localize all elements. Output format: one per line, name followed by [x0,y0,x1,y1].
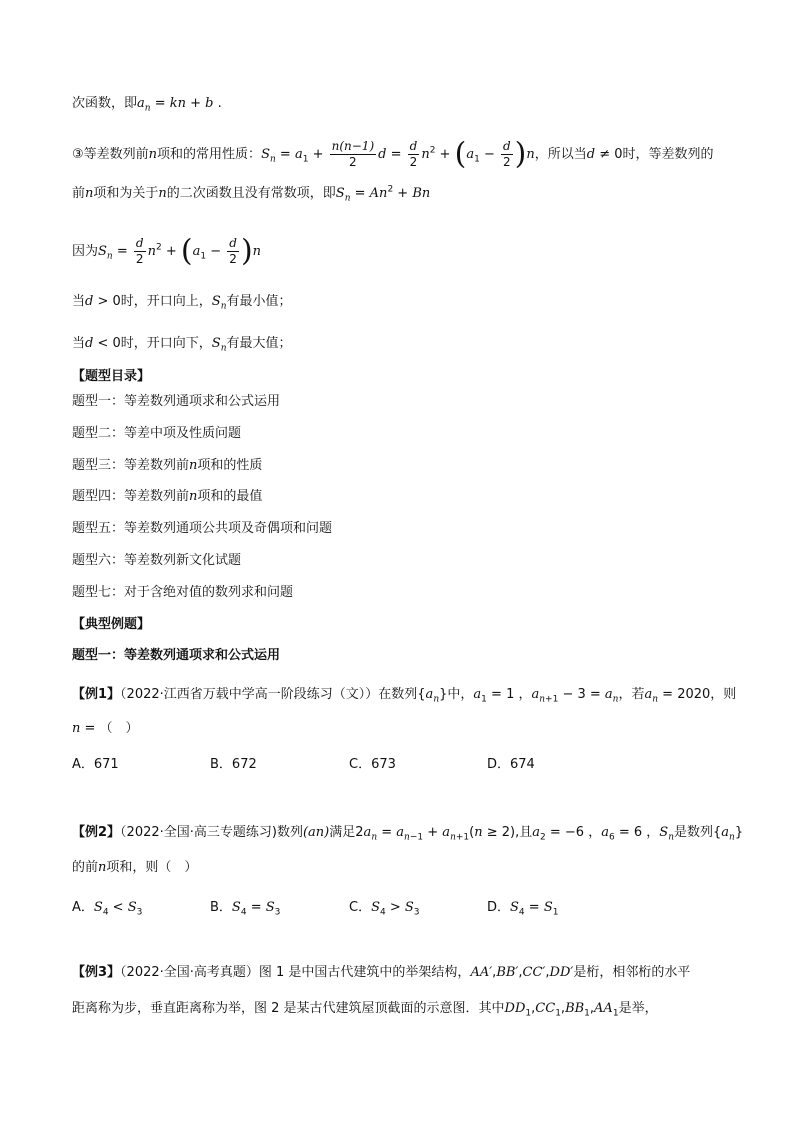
intro-line-5: 当d > 0时，开口向上，$S_n$有最小值； [72,294,292,312]
examples-subheading: 题型一：等差数列通项求和公式运用 [72,648,281,663]
example-1-line-2: n = （ ） [72,721,139,736]
examples-heading: 【典型例题】 [72,617,151,632]
option-b: B．672 [210,757,257,772]
catalog-item: 题型五：等差数列通项公共项及奇偶项和问题 [72,521,333,536]
intro-line-1: 次函数，即$a_n$ = kn + b . [72,96,222,114]
intro-line-3: 前n项和为关于n的二次函数且没有常数项，即$S_n = An^2 + Bn$ [72,184,431,204]
option-c: C．$S_4 > S_3$ [349,900,420,918]
catalog-item: 题型六：等差数列新文化试题 [72,553,242,568]
example-3-line-2: 距离称为步，垂直距离称为举，图 2 是某古代建筑屋顶截面的示意图．其中$DD_1,CC_1,BB_1,AA_1$是举， [72,1001,658,1019]
catalog-item: 题型二：等差中项及性质问题 [72,426,242,441]
option-c: C．673 [349,757,396,772]
intro-line-2: ③等差数列前n项和的常用性质：$S_n = a_1$ + $\frac{n(n-1)}{2}$ d = $\frac{d}{2}$ $n^2 + (a_1$ − $\frac{d}{2}$ )n，所以当d ≠ 0时，等差数列的 [72,136,714,172]
example-2-line-1: 【例2】（2022·全国·高三专题练习)数列(an)满足$2a_n = a_{n-1} + a_{n+1}(n \ge 2)$,且$a_2 = -6$ ，$a_6 = 6$ ，$S_n$是数列$\{a_n\}$ [72,825,744,843]
catalog-item: 题型三：等差数列前n项和的性质 [72,458,263,473]
intro-line-6: 当d < 0时，开口向下，$S_n$有最大值； [72,336,292,354]
catalog-item: 题型四：等差数列前n项和的最值 [72,489,263,504]
option-a: A．$S_4 < S_3$ [72,900,143,918]
example-2-line-2: 的前n项和，则（ ） [72,860,198,875]
catalog-heading: 【题型目录】 [72,369,151,384]
text: 次函数，即 [72,96,138,111]
intro-line-4: 因为$S_n$ = $\frac{d}{2}$ $n^2 + (a_1$ − $\frac{d}{2}$ )n [72,233,262,269]
option-d: D．$S_4 = S_1$ [487,900,559,918]
catalog-item: 题型一：等差数列通项求和公式运用 [72,394,281,409]
option-a: A．671 [72,757,119,772]
option-b: B．$S_4 = S_3$ [210,900,281,918]
option-d: D．674 [487,757,535,772]
catalog-item: 题型七：对于含绝对值的数列求和问题 [72,585,294,600]
example-3-line-1: 【例3】（2022·全国·高考真题）图 1 是中国古代建筑中的举架结构，AA′,BB′,CC′,DD′是桁，相邻桁的水平 [72,965,691,980]
example-1-line-1: 【例1】（2022·江西省万载中学高一阶段练习（文））在数列$\{a_n\}$中，$a_1 = 1$ ，$a_{n+1} - 3 = a_n$，若$a_n = 2020$，则 [72,687,737,705]
